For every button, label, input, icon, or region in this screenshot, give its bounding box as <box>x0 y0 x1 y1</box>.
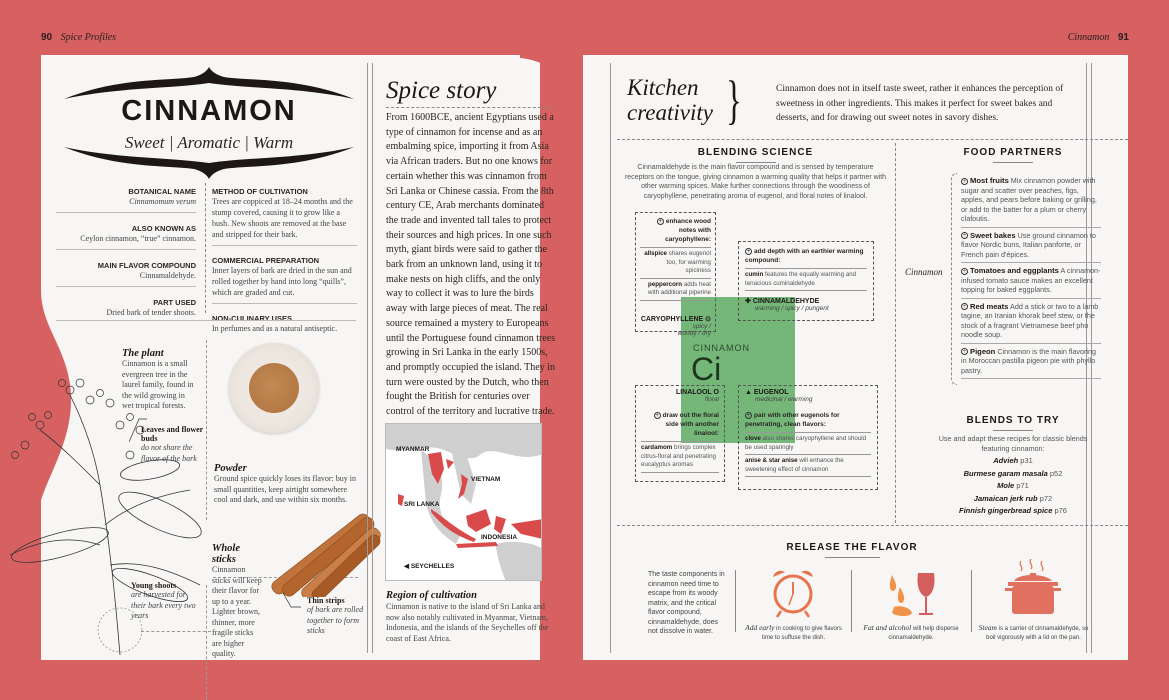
facts-divider <box>205 183 206 313</box>
food-partners-header <box>928 147 1098 163</box>
steaming-pot-icon <box>976 559 1091 619</box>
caryophyllene-symbol-icon: ⊙ <box>705 315 711 323</box>
blend-box-linalool <box>635 385 725 482</box>
food-partner-item: + Red meats Add a stick or two to a lamb tagine, an Iranian khorak beef stew, or the stock of a fragrant Vietnamese beef pho noodle soup. <box>961 299 1101 344</box>
kitchen-intro: Cinnamon does not in itself taste sweet, rather it enhances the perception of sweetness in other ingredients. This makes it perfect for sweet bakes and desserts, and for drawing out sweet notes in savory dishes. <box>776 84 1064 123</box>
box-item: cardamom brings complex citrus-floral and penetrating eucalyptus aromas <box>641 441 719 473</box>
blending-science-text: Cinnamaldehyde is the main flavor compound and is sensed by temperature receptors on the tongue, giving cinnamon a warming quality that helps it partner with other warming spices. Make further connections through the woodiness of caryophyllene, penetrating aroma of eugenol, and floral notes of linalool. <box>624 164 887 201</box>
compound-eugenol: ▲ EUGENOL medicinal / warming <box>745 389 813 403</box>
tip-caption: Steam is a carrier of cinnamaldehyde, so boil vigorously with a lid on the pan. <box>978 623 1089 641</box>
young-shoots-callout <box>131 581 201 622</box>
plus-circle-icon: + <box>655 412 659 419</box>
blend-item: Finnish gingerbread spice p76 <box>959 506 1067 515</box>
brace-icon: } <box>726 70 742 130</box>
box-heading: + enhance wood notes with caryophyllene: <box>658 218 711 243</box>
alarm-clock-icon <box>741 567 846 619</box>
leaves-callout <box>141 425 211 464</box>
map-label-myanmar: MYANMAR <box>396 446 430 453</box>
fact-label: COMMERCIAL PREPARATION <box>212 256 320 265</box>
region-caption-title: Region of cultivation <box>386 590 478 601</box>
powder-caption <box>214 463 359 506</box>
release-flavor-header <box>617 542 1087 558</box>
fact-cultivation <box>212 185 357 246</box>
blend-item: Burmese garam masala p52 <box>963 468 1063 478</box>
plus-circle-icon: + <box>962 268 967 275</box>
facts-column-right <box>212 185 357 347</box>
powder-caption-text: Ground spice quickly loses its flavor: buy in small quantities, keep airtight somewhere cool and dark, and use within six months. <box>214 474 356 504</box>
eugenol-symbol-icon: ▲ <box>745 389 752 396</box>
fact-value: Dried bark of tender shoots. <box>106 308 196 317</box>
fact-label: PART USED <box>153 298 196 307</box>
blend-box-eugenol <box>738 385 878 490</box>
release-separator <box>851 570 852 632</box>
section-rule <box>56 320 356 321</box>
kitchen-creativity-title <box>627 75 713 125</box>
fact-part-used <box>56 296 196 323</box>
tip-caption: Add early in cooking to give flavors time to suffuse the dish. <box>745 623 842 641</box>
left-column-rule <box>610 63 613 653</box>
release-rule <box>617 525 1128 526</box>
box-item: allspice shares eugenol too, for warming spiciness <box>640 247 711 278</box>
tip-fat-alcohol <box>856 567 966 642</box>
tip-caption: Fat and alcohol will help disperse cinnamaldehyde. <box>863 623 959 641</box>
running-head-right <box>1062 32 1129 43</box>
food-partner-item: + Tomatoes and eggplants A cinnamon-infused tomato sauce makes an excellent topping for baked eggplants. <box>961 263 1101 299</box>
linalool-symbol-icon: O <box>713 389 719 396</box>
fact-value: Cinnamomum verum <box>129 197 196 206</box>
box-heading: + draw out the floral side with another linalool: <box>655 412 719 437</box>
section-heading: FOOD PARTNERS <box>963 147 1063 158</box>
map-label-indonesia: INDONESIA <box>481 534 518 541</box>
fact-non-culinary-uses <box>212 312 357 339</box>
section-name-left: Spice Profiles <box>60 32 117 43</box>
curly-brace-icon <box>951 173 957 385</box>
compound-cinnamaldehyde: ✚ CINNAMALDEHYDE warming / spicy / pungent <box>745 298 829 312</box>
fact-value: Trees are coppiced at 18–24 months and the stump covered, causing it to grow like a bush. New shoots are removed at the base and stripped for their bark. <box>212 197 353 239</box>
map-label-sri-lanka: SRI LANKA <box>404 501 440 508</box>
blends-to-try-header <box>928 415 1098 431</box>
plant-caption <box>122 348 197 412</box>
blend-item: Advieh p31 <box>993 456 1033 465</box>
strips-callout-line <box>281 593 301 613</box>
spice-story-rule <box>386 107 551 108</box>
heading-underline <box>993 430 1033 431</box>
powder <box>249 363 299 413</box>
blends-intro: Use and adapt these recipes for classic blends featuring cinnamon: <box>938 434 1088 453</box>
arrow-left-icon: ◀ <box>404 563 409 570</box>
fact-value: In perfumes and as a natural antiseptic. <box>212 324 338 333</box>
blends-list <box>928 455 1098 518</box>
region-caption-text: Cinnamon is native to the island of Sri Lanka and now also notably cultivated in Myanmar, Vietnam, Indonesia, and the islands of the Seychelles off the coast of East Africa. <box>386 602 549 643</box>
cultivation-map <box>385 423 542 581</box>
leaves-callout-text: do not share the flavor of the bark <box>141 443 197 463</box>
shoots-leader-line <box>141 631 211 632</box>
tip-add-early <box>741 567 846 642</box>
fact-label: ALSO KNOWN AS <box>131 224 196 233</box>
right-page <box>583 55 1128 660</box>
page-number-right: 91 <box>1117 32 1129 43</box>
plus-circle-icon: + <box>658 218 663 225</box>
fact-label: BOTANICAL NAME <box>128 187 196 196</box>
compound-linalool: LINALOOL O floral <box>675 389 719 403</box>
running-head-left <box>41 32 122 43</box>
plant-caption-title: The plant <box>122 348 164 359</box>
fact-label: NON-CULINARY USES <box>212 314 293 323</box>
fact-value: Inner layers of bark are dried in the sun and rolled together by hand into long “quills”, which are graded and cut. <box>212 266 352 297</box>
box-heading: + pair with other eugenols for penetrating, clean flavors: <box>745 412 840 428</box>
fact-value: Cinnamaldehyde. <box>139 271 196 280</box>
element-symbol: Ci <box>691 351 722 387</box>
plus-circle-icon: + <box>962 178 967 185</box>
box-heading: + add depth with an earthier warming compound: <box>745 248 864 264</box>
shoots-callout-text: are harvested for their bark every two years <box>131 590 196 620</box>
cinnamon-sticks-image <box>256 502 381 597</box>
section-heading: BLENDS TO TRY <box>966 415 1060 426</box>
food-partner-item: + Most fruits Mix cinnamon powder with sugar and scatter over peaches, figs, apples, and pears before baking or grilling, or add to the batter for a plum or cherry clafoutis. <box>961 173 1101 228</box>
fact-also-known-as <box>56 222 196 250</box>
blend-item: Jamaican jerk rub p72 <box>973 493 1053 503</box>
leaves-callout-bold: Leaves and flower buds <box>141 425 204 443</box>
strips-callout <box>307 596 367 637</box>
fact-commercial-preparation <box>212 254 357 304</box>
fact-main-flavor-compound <box>56 259 196 287</box>
seychelles-text: SEYCHELLES <box>410 563 455 570</box>
heading-underline <box>993 162 1033 163</box>
strips-callout-bold: Thin strips <box>307 596 345 605</box>
fact-label: METHOD OF CULTIVATION <box>212 187 308 196</box>
spice-story-title: Spice story <box>386 77 497 104</box>
element-name: CINNAMON <box>693 343 750 353</box>
compound-caryophyllene: CARYOPHYLLENE ⊙ spicy / woody / dry <box>640 315 711 337</box>
oil-and-wine-icon <box>856 567 966 619</box>
facts-column-left <box>56 185 196 332</box>
plus-circle-icon: + <box>962 233 967 240</box>
kitchen-rule <box>617 139 1128 140</box>
cinnamaldehyde-symbol-icon: ✚ <box>745 298 751 305</box>
plant-divider <box>206 340 207 520</box>
food-partner-item: + Pigeon Cinnamon is the main flavoring in Moroccan pastilla pigeon pie with phyllo pastry. <box>961 344 1101 380</box>
release-separator <box>735 570 736 632</box>
box-item: clove also shares caryophyllene and should be used sparingly <box>745 432 871 454</box>
box-item: cumin features the equally warming and tenacious cuminaldehyde <box>745 268 867 291</box>
food-partners-center-label: Cinnamon <box>905 267 943 277</box>
column-divider <box>895 143 896 523</box>
plus-circle-icon: + <box>962 349 967 356</box>
cinnamon-powder-bowl-image <box>229 343 319 433</box>
section-name-right: Cinnamon <box>1067 32 1110 43</box>
section-heading: RELEASE THE FLAVOR <box>786 542 918 553</box>
blend-box-caryophyllene <box>635 212 716 337</box>
sticks-caption-title: Whole sticks <box>212 543 241 565</box>
plus-circle-icon: + <box>962 304 967 311</box>
release-intro: The taste components in cinnamon need time to escape from its woody matrix, and the critical flavor compound, cinnamaldehyde, does not dissolve in water. <box>648 571 725 635</box>
plus-circle-icon: + <box>746 248 751 255</box>
release-separator <box>971 570 972 632</box>
map-label-vietnam: VIETNAM <box>471 476 501 483</box>
fact-botanical-name <box>56 185 196 213</box>
box-item: peppercorn adds heat with additional piperine <box>640 278 711 301</box>
sticks-divider <box>206 585 207 700</box>
blending-science-header <box>623 147 888 163</box>
column-double-rule <box>367 63 373 653</box>
title-line-1: Kitchen <box>627 75 699 100</box>
section-heading: BLENDING SCIENCE <box>697 147 814 158</box>
plant-caption-text: Cinnamon is a small evergreen tree in the laurel family, found in the wild growing in wet tropical forests. <box>122 359 194 410</box>
flavor-descriptors: Sweet | Aromatic | Warm <box>124 133 294 152</box>
page-number-left: 90 <box>41 32 53 43</box>
left-page <box>41 55 556 660</box>
spice-title: CINNAMON <box>121 95 297 127</box>
title-line-2: creativity <box>627 100 713 125</box>
plus-circle-icon: + <box>746 412 751 419</box>
box-item: anise & star anise will enhance the sweetening effect of cinnamon <box>745 454 871 477</box>
fact-value: Ceylon cinnamon, “true” cinnamon. <box>80 234 196 243</box>
map-label-seychelles <box>404 562 454 570</box>
food-partners-list <box>961 173 1101 379</box>
heading-underline <box>825 557 880 558</box>
powder-caption-title: Powder <box>214 463 247 474</box>
tip-steam <box>976 559 1091 642</box>
sticks-caption <box>212 543 262 660</box>
shoots-callout-bold: Young shoots <box>131 581 177 590</box>
blend-item: Mole p71 <box>997 481 1029 490</box>
sticks-caption-text: Cinnamon sticks will keep their flavor for up to a year. Lighter brown, thinner, more fragile sticks are higher quality. <box>212 565 262 658</box>
blend-box-cinnamaldehyde <box>738 241 874 321</box>
fact-label: MAIN FLAVOR COMPOUND <box>97 261 196 270</box>
strips-callout-text: of bark are rolled together to form sticks <box>307 605 364 635</box>
title-cartouche <box>59 67 359 177</box>
spice-story-text: From 1600BCE, ancient Egyptians used a type of cinnamon for incense and as an embalming spice, importing it from Asia via African traders. But no one knows for certain whether this was cinnamon from Sri Lanka or Chinese cassia. From the 8th century CE, Arab merchants dominated the trade and invented tall tales to protect their sources and high prices. In one such myth, giant birds were said to gather the bark from an unknown land, using it to make nests on high cliffs, and the only way to collect it was to lure the birds away with large pieces of meat. The real source remained a mystery to Europeans until the Portuguese found cinnamon trees growing in Sri Lanka in the early 1500s, and promptly occupied the island. They in turn were ousted by the Dutch, who then fought the British for centuries over control of the territory and lucrative trade. <box>386 112 556 418</box>
food-partner-item: + Sweet bakes Use ground cinnamon to flavor Nordic buns, Italian panforte, or French pain d'épices. <box>961 228 1101 264</box>
